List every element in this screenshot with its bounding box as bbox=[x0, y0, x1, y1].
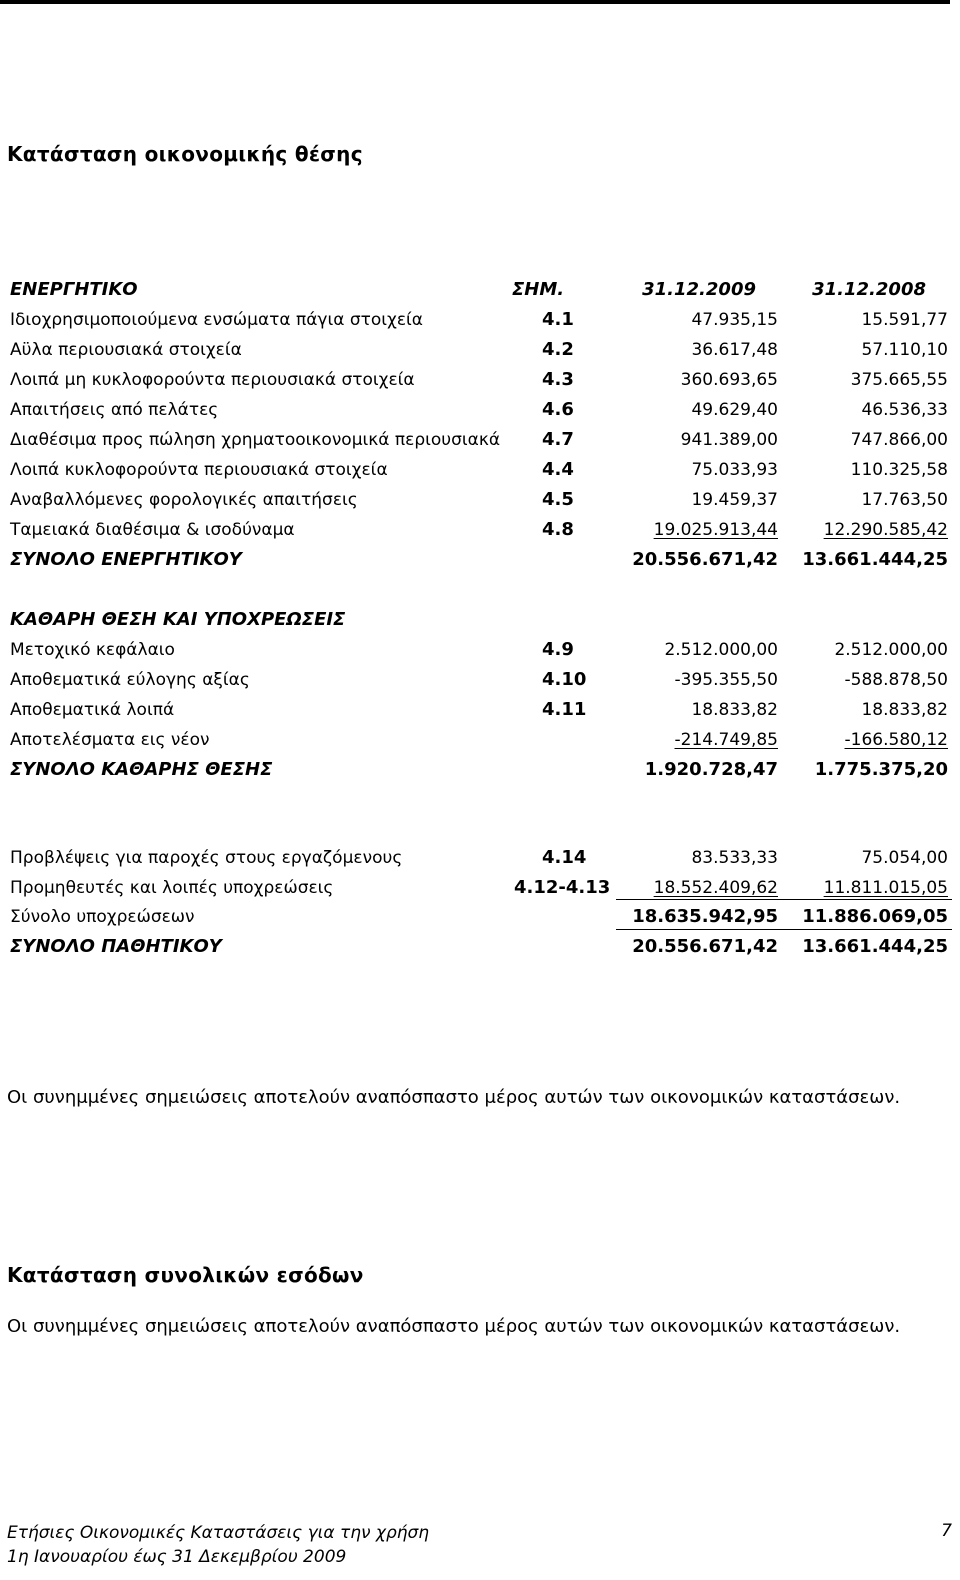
row-value-2008: 57.110,10 bbox=[861, 340, 948, 360]
total-label: ΣΥΝΟΛΟ ΕΝΕΡΓΗΤΙΚΟΥ bbox=[10, 549, 242, 570]
assets-total-row bbox=[0, 545, 960, 575]
footer-line-2: 1η Ιανουαρίου έως 31 Δεκεμβρίου 2009 bbox=[7, 1547, 347, 1567]
table-row bbox=[0, 455, 960, 485]
section-title: Κατάσταση συνολικών εσόδων bbox=[7, 1263, 364, 1287]
table-row bbox=[0, 725, 960, 755]
table-row bbox=[0, 485, 960, 515]
row-value-2009: -395.355,50 bbox=[674, 670, 778, 690]
row-label: Αποθεματικά λοιπά bbox=[10, 700, 175, 720]
table-row bbox=[0, 515, 960, 545]
row-value-2009: 19.459,37 bbox=[691, 490, 778, 510]
row-value-2008: 17.763,50 bbox=[861, 490, 948, 510]
liabilities-subtotal-row bbox=[0, 902, 960, 932]
row-label: Προβλέψεις για παροχές στους εργαζόμενους bbox=[10, 848, 403, 868]
row-value-2009: 49.629,40 bbox=[691, 400, 778, 420]
row-note: 4.14 bbox=[542, 847, 587, 868]
footer-line-1: Ετήσιες Οικονομικές Καταστάσεις για την χρήση bbox=[7, 1523, 430, 1543]
row-value-2008: 110.325,58 bbox=[850, 460, 948, 480]
subtotal-value-2009: 18.635.942,95 bbox=[632, 906, 778, 927]
row-value-2009: 75.033,93 bbox=[691, 460, 778, 480]
page-title: Κατάσταση οικονομικής θέσης bbox=[7, 142, 363, 166]
row-value-2008: 18.833,82 bbox=[861, 700, 948, 720]
row-note: 4.3 bbox=[542, 369, 574, 390]
row-note: 4.4 bbox=[542, 459, 574, 480]
row-label: Ταμειακά διαθέσιμα & ισοδύναμα bbox=[10, 520, 295, 540]
table-row bbox=[0, 335, 960, 365]
equity-total-row bbox=[0, 755, 960, 785]
top-rule bbox=[0, 0, 950, 4]
row-value-2008: 747.866,00 bbox=[850, 430, 948, 450]
row-label: Αϋλα περιουσιακά στοιχεία bbox=[10, 340, 242, 360]
row-label: Λοιπά μη κυκλοφορούντα περιουσιακά στοιχεία bbox=[10, 370, 415, 390]
year-2009-column-header: 31.12.2009 bbox=[642, 279, 756, 300]
notes-statement: Οι συνημμένες σημειώσεις αποτελούν αναπόσπαστο μέρος αυτών των οικονομικών καταστάσεων. bbox=[7, 1087, 901, 1108]
table-row bbox=[0, 695, 960, 725]
row-label: Μετοχικό κεφάλαιο bbox=[10, 640, 175, 660]
row-note: 4.7 bbox=[542, 429, 574, 450]
row-value-2008: 2.512.000,00 bbox=[834, 640, 948, 660]
row-note: 4.2 bbox=[542, 339, 574, 360]
row-note: 4.5 bbox=[542, 489, 574, 510]
row-value-2009: -214.749,85 bbox=[674, 730, 778, 750]
row-label: Απαιτήσεις από πελάτες bbox=[10, 400, 219, 420]
row-label: Λοιπά κυκλοφορούντα περιουσιακά στοιχεία bbox=[10, 460, 388, 480]
row-note: 4.11 bbox=[542, 699, 587, 720]
row-note: 4.9 bbox=[542, 639, 574, 660]
row-value-2008: 12.290.585,42 bbox=[823, 520, 948, 540]
liabilities-total-row bbox=[0, 932, 960, 962]
row-value-2009: 18.833,82 bbox=[691, 700, 778, 720]
total-value-2009: 20.556.671,42 bbox=[632, 549, 778, 570]
row-value-2008: 375.665,55 bbox=[850, 370, 948, 390]
row-note: 4.8 bbox=[542, 519, 574, 540]
row-value-2008: 11.811.015,05 bbox=[823, 878, 948, 898]
row-value-2008: -166.580,12 bbox=[844, 730, 948, 750]
row-value-2008: 15.591,77 bbox=[861, 310, 948, 330]
row-value-2009: 941.389,00 bbox=[680, 430, 778, 450]
row-value-2009: 18.552.409,62 bbox=[653, 878, 778, 898]
subtotal-value-2008: 11.886.069,05 bbox=[802, 906, 948, 927]
row-value-2009: 19.025.913,44 bbox=[653, 520, 778, 540]
subtotal-top-rule bbox=[616, 899, 952, 900]
row-value-2009: 360.693,65 bbox=[680, 370, 778, 390]
total-value-2008: 13.661.444,25 bbox=[802, 936, 948, 957]
total-label: ΣΥΝΟΛΟ ΚΑΘΑΡΗΣ ΘΕΣΗΣ bbox=[10, 759, 273, 780]
equity-header-row bbox=[0, 605, 960, 635]
total-value-2008: 1.775.375,20 bbox=[814, 759, 948, 780]
row-value-2008: 46.536,33 bbox=[861, 400, 948, 420]
subtotal-label: Σύνολο υποχρεώσεων bbox=[10, 907, 195, 927]
year-2008-column-header: 31.12.2008 bbox=[812, 279, 926, 300]
row-value-2008: 75.054,00 bbox=[861, 848, 948, 868]
table-row bbox=[0, 843, 960, 873]
row-label: Ιδιοχρησιμοποιούμενα ενσώματα πάγια στοιχεία bbox=[10, 310, 423, 330]
row-value-2008: -588.878,50 bbox=[844, 670, 948, 690]
notes-statement: Οι συνημμένες σημειώσεις αποτελούν αναπόσπαστο μέρος αυτών των οικονομικών καταστάσεων. bbox=[7, 1316, 901, 1337]
total-label: ΣΥΝΟΛΟ ΠΑΘΗΤΙΚΟΥ bbox=[10, 936, 222, 957]
row-note: 4.12-4.13 bbox=[514, 877, 611, 898]
row-label: Αναβαλλόμενες φορολογικές απαιτήσεις bbox=[10, 490, 358, 510]
table-row bbox=[0, 425, 960, 455]
row-note: 4.6 bbox=[542, 399, 574, 420]
assets-header-row bbox=[0, 275, 960, 305]
table-row bbox=[0, 665, 960, 695]
table-row bbox=[0, 395, 960, 425]
row-label: Προμηθευτές και λοιπές υποχρεώσεις bbox=[10, 878, 334, 898]
table-row bbox=[0, 635, 960, 665]
total-value-2009: 1.920.728,47 bbox=[644, 759, 778, 780]
total-value-2009: 20.556.671,42 bbox=[632, 936, 778, 957]
row-label: Αποτελέσματα εις νέον bbox=[10, 730, 210, 750]
row-label: Αποθεματικά εύλογης αξίας bbox=[10, 670, 250, 690]
row-value-2009: 47.935,15 bbox=[691, 310, 778, 330]
notes-column-header: ΣΗΜ. bbox=[512, 279, 565, 300]
row-label: Διαθέσιμα προς πώληση χρηματοοικονομικά περιουσιακά bbox=[10, 430, 501, 450]
assets-header-label: ΕΝΕΡΓΗΤΙΚΟ bbox=[10, 279, 138, 300]
page-number: 7 bbox=[941, 1521, 952, 1541]
row-value-2009: 83.533,33 bbox=[691, 848, 778, 868]
equity-header-label: ΚΑΘΑΡΗ ΘΕΣΗ ΚΑΙ ΥΠΟΧΡΕΩΣΕΙΣ bbox=[10, 609, 346, 630]
row-note: 4.10 bbox=[542, 669, 587, 690]
total-value-2008: 13.661.444,25 bbox=[802, 549, 948, 570]
row-value-2009: 2.512.000,00 bbox=[664, 640, 778, 660]
table-row bbox=[0, 305, 960, 335]
row-note: 4.1 bbox=[542, 309, 574, 330]
table-row bbox=[0, 365, 960, 395]
subtotal-bottom-rule bbox=[616, 929, 952, 930]
row-value-2009: 36.617,48 bbox=[691, 340, 778, 360]
